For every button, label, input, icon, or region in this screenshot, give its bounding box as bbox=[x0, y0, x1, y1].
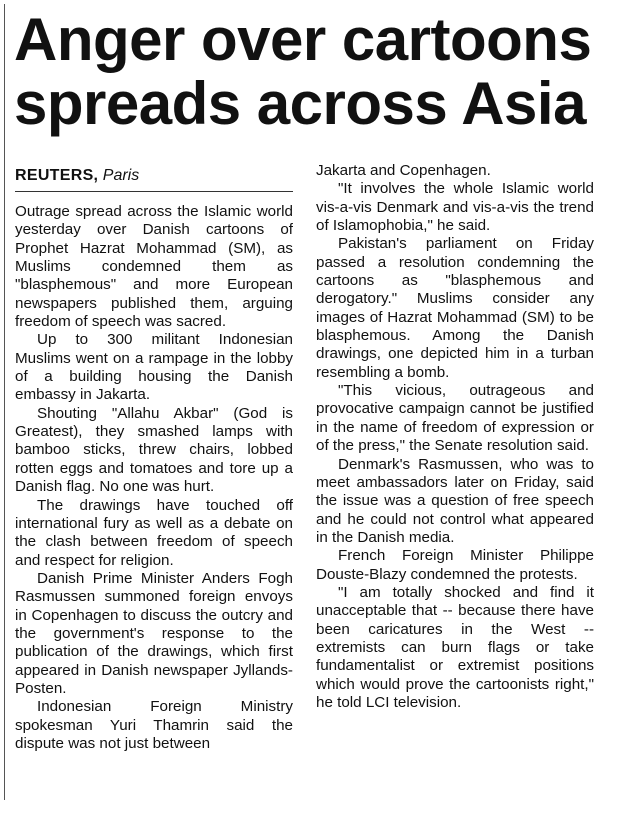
paragraph: Pakistan's parliament on Friday passed a resolution condemning the cartoons as "blasphemous and derogatory." Muslims consider any images of Hazrat Mohammad (SM) to be blasphemous. Among the Danish drawings, one depicted him in a turban resembling a bomb. bbox=[316, 235, 594, 381]
paragraph: Shouting "Allahu Akbar" (God is Greatest), they smashed lamps with bamboo sticks, threw chairs, lobbed rotten eggs and tomatoes and tore up a Danish flag. No one was hurt. bbox=[15, 404, 293, 496]
paragraph: "It involves the whole Islamic world vis-a-vis Denmark and vis-a-vis the trend of Islamophobia," he said. bbox=[316, 180, 594, 235]
article-column-left bbox=[15, 203, 293, 753]
paragraph: Outrage spread across the Islamic world yesterday over Danish cartoons of Prophet Hazrat Mohammad (SM), as Muslims condemned them as "blasphemous" and more European newspapers published them, arguing freedom of speech was sacred. bbox=[15, 203, 293, 331]
headline bbox=[14, 8, 614, 136]
paragraph: French Foreign Minister Philippe Douste-Blazy condemned the protests. bbox=[316, 547, 594, 583]
paragraph: Danish Prime Minister Anders Fogh Rasmussen summoned foreign envoys in Copenhagen to discuss the outcry and the government's response to the publication of the drawings, which first appeared in Danish newspaper Jyllands-Posten. bbox=[15, 569, 293, 697]
paragraph: Indonesian Foreign Ministry spokesman Yuri Thamrin said the dispute was not just between bbox=[15, 698, 293, 752]
byline-rule bbox=[15, 191, 293, 192]
paragraph: "I am totally shocked and find it unacceptable that -- because there have been caricatures in the West -- extremists can burn flags or take fundamentalist or extremist positions which would prove the cartoonists right," he told LCI television. bbox=[316, 583, 594, 711]
byline bbox=[15, 166, 295, 186]
column-rule-left bbox=[4, 4, 5, 800]
paragraph-continued: Jakarta and Copenhagen. bbox=[316, 162, 491, 179]
paragraph: "This vicious, outrageous and provocative campaign cannot be justified in the name of freedom of expression or of the press," the Senate resolution said. bbox=[316, 382, 594, 455]
article-column-right bbox=[316, 162, 594, 712]
paragraph: Up to 300 militant Indonesian Muslims went on a rampage in the lobby of a building housing the Danish embassy in Jakarta. bbox=[15, 331, 293, 404]
headline-line-2: spreads across Asia bbox=[14, 70, 586, 137]
byline-agency: REUTERS, bbox=[15, 167, 99, 184]
paragraph: The drawings have touched off international fury as well as a debate on the clash between freedom of speech and respect for religion. bbox=[15, 496, 293, 569]
headline-line-1: Anger over cartoons bbox=[14, 6, 592, 73]
byline-city: Paris bbox=[102, 167, 140, 184]
paragraph: Denmark's Rasmussen, who was to meet ambassadors later on Friday, said the issue was a question of free speech and he could not control what appeared in the Danish media. bbox=[316, 455, 594, 546]
